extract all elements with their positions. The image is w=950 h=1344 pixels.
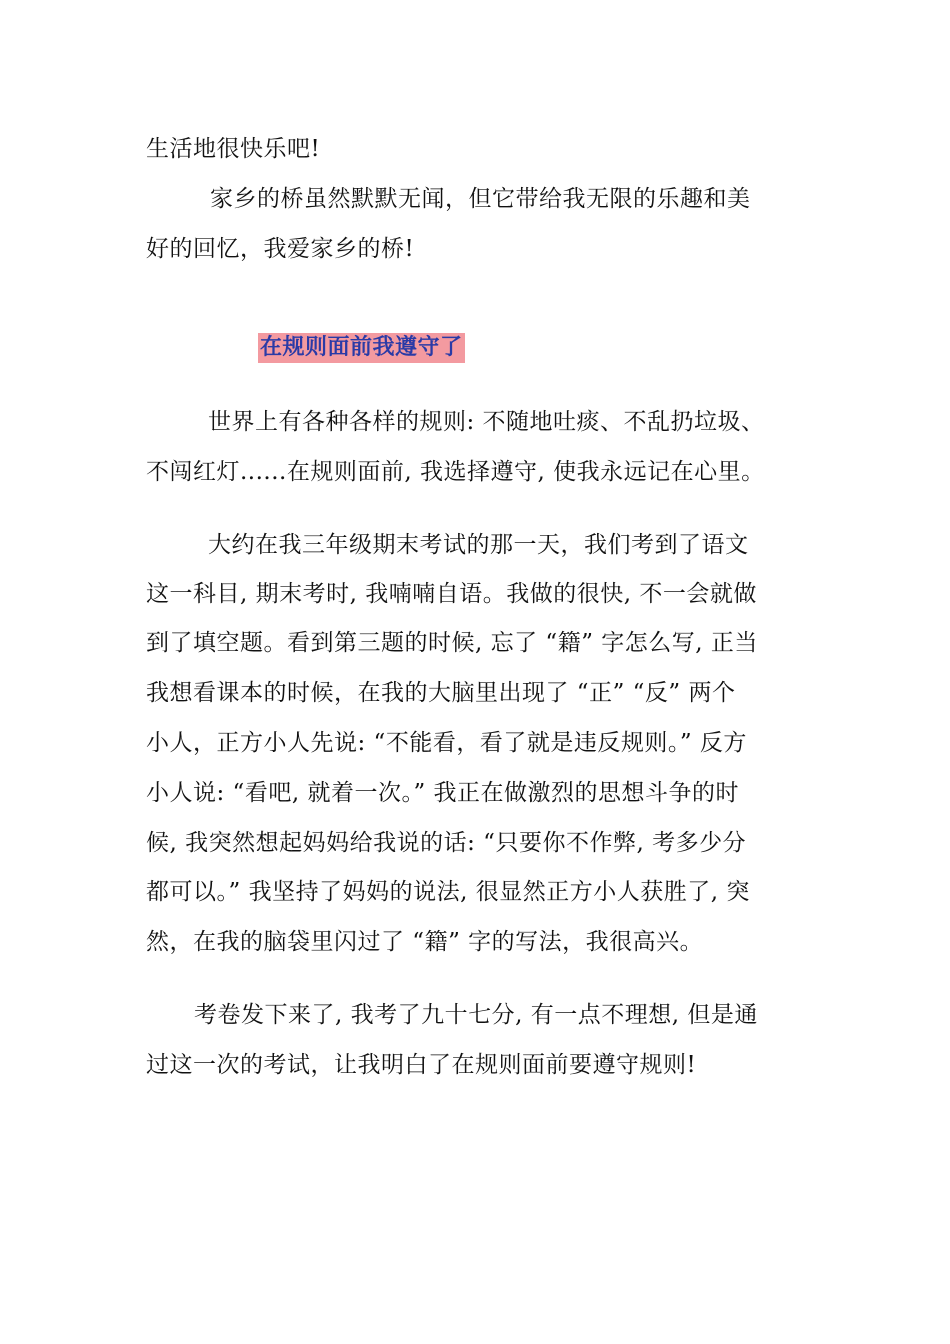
- text-line: 小人说: “看吧, 就着一次。” 我正在做激烈的思想斗争的时: [146, 780, 740, 806]
- text-line: 候, 我突然想起妈妈给我说的话: “只要你不作弊, 考多少分: [146, 830, 747, 856]
- text-line: 我想看课本的时候，在我的大脑里出现了 “正” “反” 两个: [146, 680, 736, 706]
- text-line: 世界上有各种各样的规则: 不随地吐痰、不乱扔垃圾、: [208, 409, 765, 435]
- essay-title: 在规则面前我遵守了: [260, 335, 463, 360]
- essay-title-highlight: [258, 333, 465, 363]
- text-line: 家乡的桥虽然默默无闻，但它带给我无限的乐趣和美: [210, 186, 751, 212]
- text-line: 大约在我三年级期末考试的那一天，我们考到了语文: [208, 532, 749, 558]
- text-line: 小人，正方小人先说: “不能看，看了就是违反规则。” 反方: [146, 730, 747, 756]
- text-line: 然，在我的脑袋里闪过了 “籍” 字的写法，我很高兴。: [146, 929, 704, 955]
- text-line: 生活地很快乐吧!: [146, 136, 321, 162]
- text-line: 不闯红灯......在规则面前, 我选择遵守, 使我永远记在心里。: [146, 459, 765, 485]
- text-line: 都可以。” 我坚持了妈妈的说法, 很显然正方小人获胜了, 突: [146, 879, 750, 905]
- text-line: 这一科目, 期末考时, 我喃喃自语。我做的很快, 不一会就做: [146, 581, 757, 607]
- text-line: 好的回忆，我爱家乡的桥!: [146, 236, 415, 262]
- text-line: 到了填空题。看到第三题的时候, 忘了 “籍” 字怎么写, 正当: [146, 630, 758, 656]
- text-line: 过这一次的考试，让我明白了在规则面前要遵守规则!: [146, 1052, 697, 1078]
- text-line: 考卷发下来了, 我考了九十七分, 有一点不理想, 但是通: [194, 1002, 758, 1028]
